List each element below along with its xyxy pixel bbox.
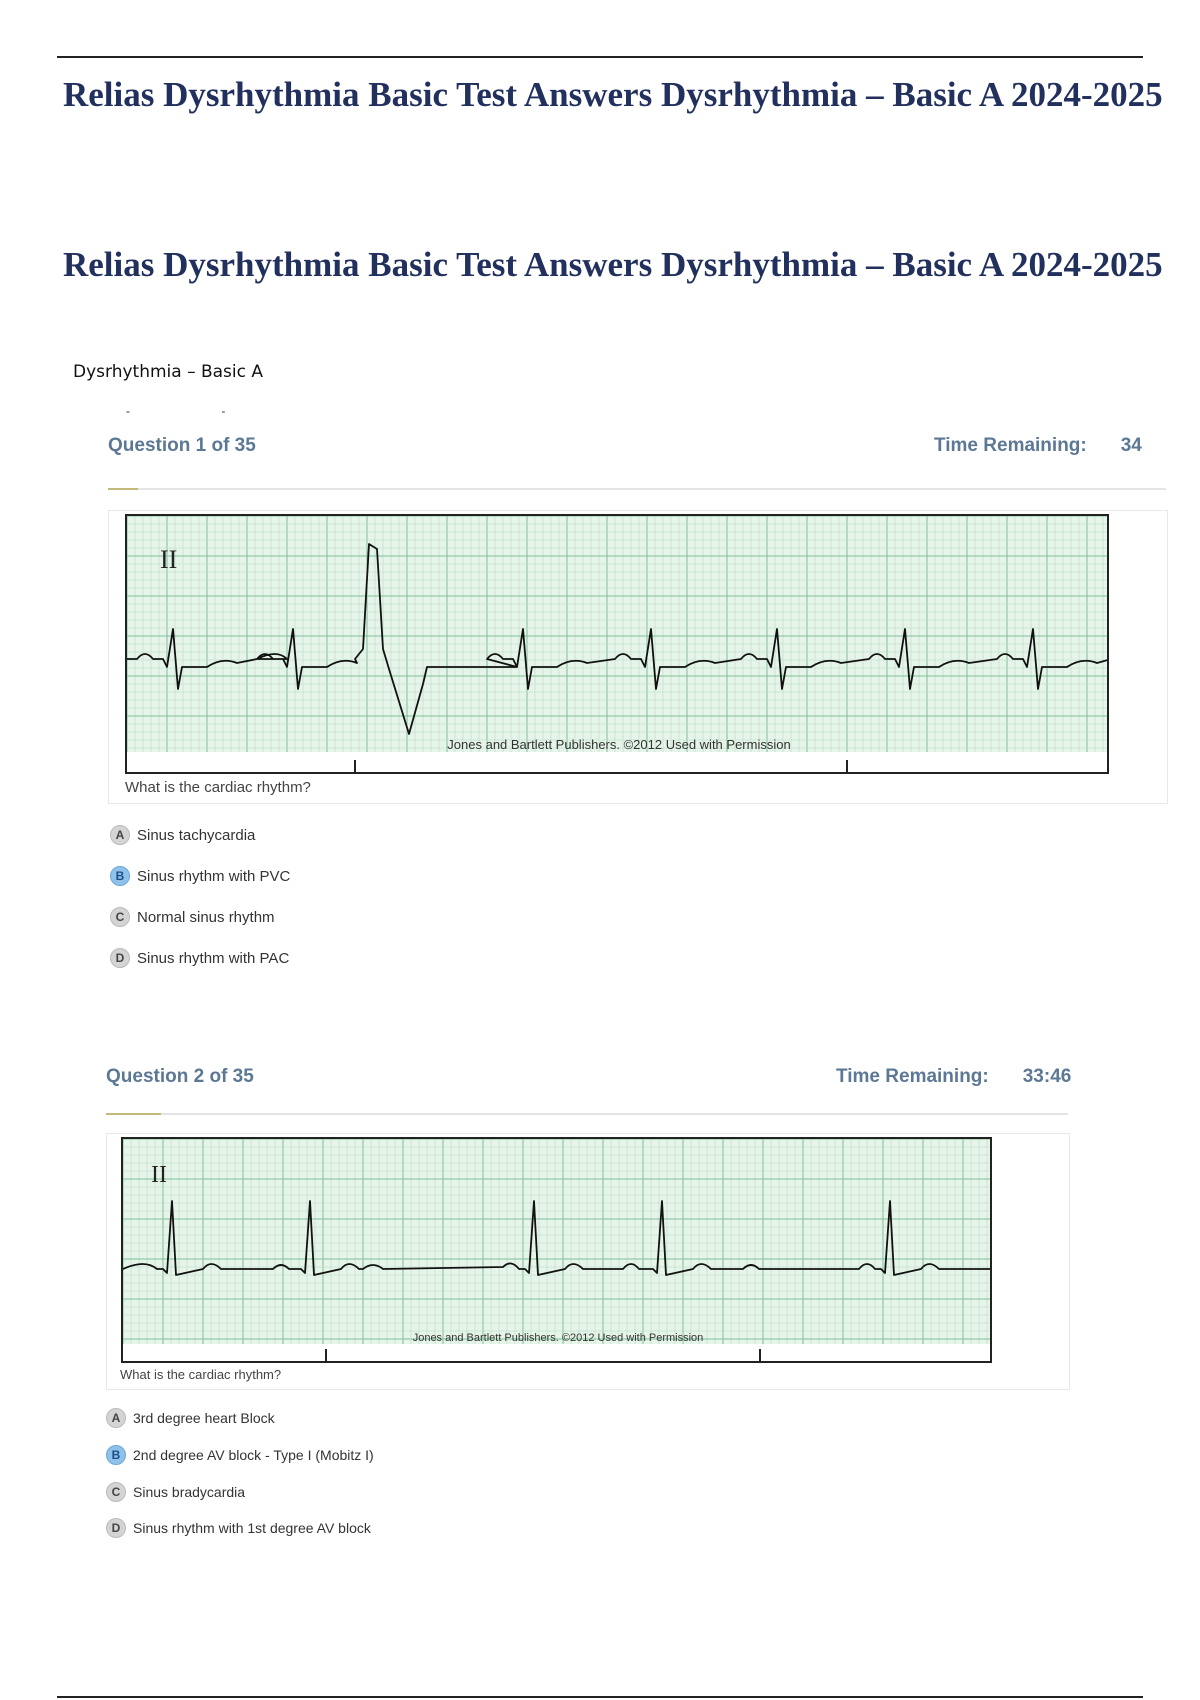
lead-label: II: [151, 1162, 167, 1188]
ecg-strip-svg: [123, 1139, 992, 1363]
progress-accent: [106, 1113, 161, 1115]
ecg-strip: [125, 514, 1109, 774]
quiz-subtitle: Dysrhythmia – Basic A: [73, 362, 264, 382]
option-text: Normal sinus rhythm: [137, 908, 275, 926]
option-badge: D: [106, 1518, 126, 1538]
answer-option-b[interactable]: [106, 1445, 374, 1465]
time-remaining-label: Time Remaining:: [836, 1066, 989, 1087]
time-remaining-value: 33:46: [1022, 1066, 1072, 1087]
time-remaining-label: Time Remaining:: [934, 435, 1087, 456]
option-text: Sinus rhythm with PVC: [137, 867, 291, 885]
option-badge-selected: B: [110, 866, 130, 886]
ecg-strip: [121, 1137, 992, 1363]
answer-option-c[interactable]: [106, 1482, 245, 1502]
question-divider: [108, 488, 1166, 490]
image-credit: Jones and Bartlett Publishers. ©2012 Used with Permission: [412, 1332, 704, 1344]
option-badge: D: [110, 948, 130, 968]
stray-marks: - -: [126, 404, 270, 418]
document-title: Relias Dysrhythmia Basic Test Answers Dysrhythmia – Basic A 2024-2025: [63, 75, 1163, 114]
question-divider: [106, 1113, 1068, 1115]
credit-band: [123, 1344, 992, 1363]
answer-option-a[interactable]: [106, 1408, 275, 1428]
time-remaining: [836, 1066, 1071, 1088]
top-rule: [57, 56, 1143, 58]
option-text: Sinus rhythm with 1st degree AV block: [133, 1520, 371, 1536]
bottom-rule: [57, 1696, 1143, 1698]
ecg-trace: [127, 544, 1109, 734]
option-badge: A: [106, 1408, 126, 1428]
answer-option-b[interactable]: [110, 866, 290, 886]
time-remaining-value: 34: [1120, 435, 1142, 456]
time-remaining: [934, 435, 1142, 457]
ecg-trace: [123, 1201, 992, 1275]
option-badge-selected: B: [106, 1445, 126, 1465]
option-badge: C: [110, 907, 130, 927]
lead-label: II: [160, 545, 178, 574]
answer-option-a[interactable]: [110, 825, 255, 845]
progress-accent: [108, 488, 138, 490]
credit-band: [127, 752, 1109, 774]
option-badge: A: [110, 825, 130, 845]
ecg-card: [108, 510, 1168, 804]
question-counter: Question 1 of 35: [108, 435, 256, 456]
image-credit: Jones and Bartlett Publishers. ©2012 Used with Permission: [447, 737, 791, 752]
option-text: Sinus rhythm with PAC: [137, 949, 290, 967]
answer-option-d[interactable]: [110, 948, 289, 968]
document-title-repeat: Relias Dysrhythmia Basic Test Answers Dysrhythmia – Basic A 2024-2025: [63, 245, 1163, 284]
option-text: 2nd degree AV block - Type I (Mobitz I): [133, 1447, 374, 1463]
answer-option-d[interactable]: [106, 1518, 371, 1538]
ecg-card: [106, 1133, 1070, 1390]
option-text: Sinus bradycardia: [133, 1484, 246, 1500]
question-prompt: What is the cardiac rhythm?: [120, 1367, 282, 1382]
option-text: Sinus tachycardia: [137, 826, 256, 844]
question-prompt: What is the cardiac rhythm?: [125, 779, 311, 796]
option-badge: C: [106, 1482, 126, 1502]
answer-option-c[interactable]: [110, 907, 275, 927]
question-counter: Question 2 of 35: [106, 1066, 254, 1087]
ecg-strip-svg: [127, 516, 1109, 774]
option-text: 3rd degree heart Block: [133, 1410, 275, 1426]
